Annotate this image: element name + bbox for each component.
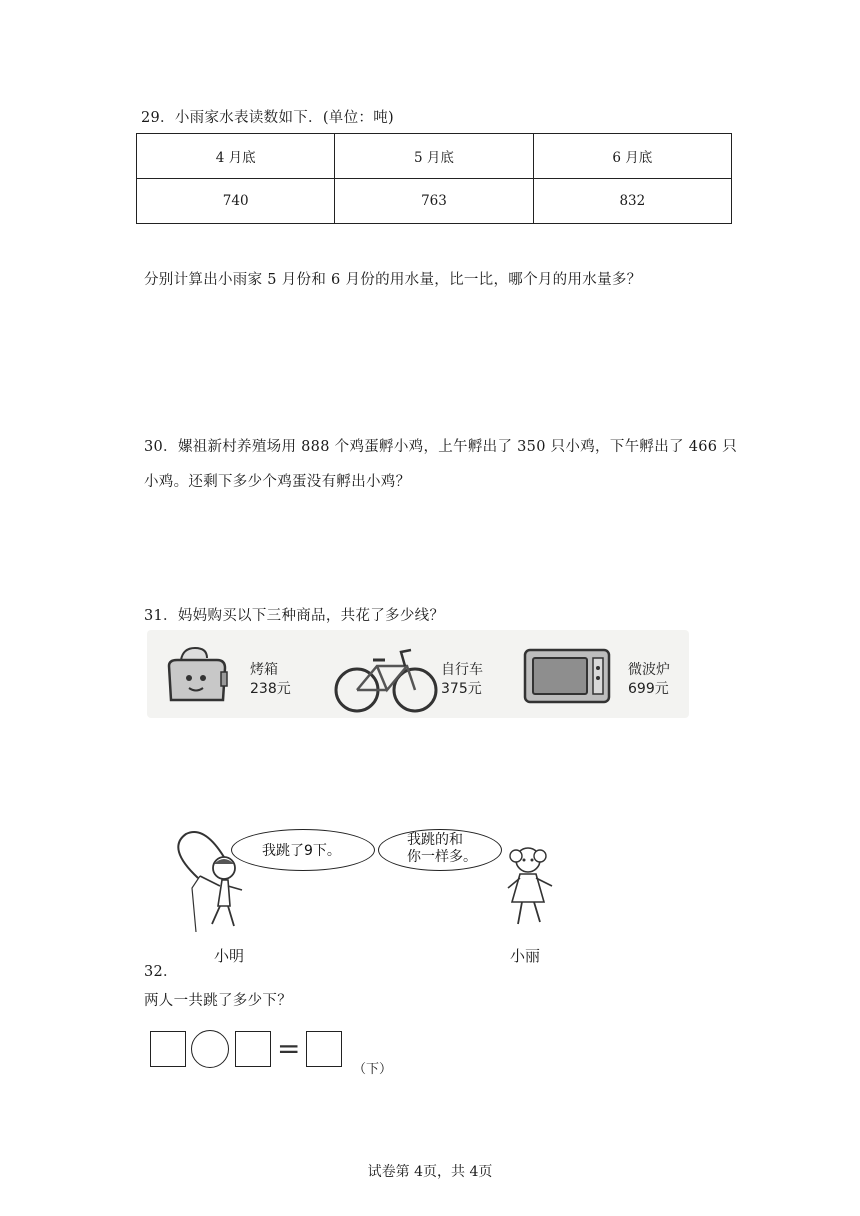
table-cell: 763 (335, 179, 533, 224)
answer-box-1[interactable] (150, 1031, 186, 1067)
boy-name: 小明 (214, 947, 245, 965)
bicycle-name: 自行车 (441, 662, 483, 678)
unit-label: （下） (353, 1062, 393, 1077)
table-row (137, 179, 732, 224)
equals-sign: = (277, 1032, 301, 1065)
table-header-cell: 6 月底 (533, 134, 731, 179)
q29-question: 分别计算出小雨家 5 月份和 6 月份的用水量，比一比，哪个月的用水量多？ (144, 272, 642, 288)
bicycle-price: 375元 (441, 681, 482, 697)
water-meter-table (136, 133, 732, 224)
girl-speech-line: 你一样多。 (407, 849, 477, 865)
bicycle-icon (333, 644, 439, 714)
q30-line1: 30．嫘祖新村养殖场用 888 个鸡蛋孵小鸡，上午孵出了 350 只小鸡，下午孵出了 466 只 (144, 439, 738, 455)
microwave-price: 699元 (628, 681, 669, 697)
table-cell: 740 (137, 179, 335, 224)
answer-box-2[interactable] (235, 1031, 271, 1067)
girl-speech-bubble (378, 829, 502, 871)
operator-circle[interactable] (191, 1030, 229, 1068)
q32-number: 32． (144, 964, 178, 980)
q32-question: 两人一共跳了多少下？ (144, 993, 292, 1009)
q31-prompt: 31．妈妈购买以下三种商品，共花了多少线？ (144, 608, 445, 624)
girl-speech-text (407, 832, 477, 866)
microwave-icon (521, 646, 613, 708)
microwave-name: 微波炉 (628, 662, 670, 678)
toaster-icon (161, 642, 233, 708)
answer-box-result[interactable] (306, 1031, 342, 1067)
table-cell: 832 (533, 179, 731, 224)
q29-prompt: 29．小雨家水表读数如下．(单位：吨) (141, 110, 394, 126)
goods-picture (147, 630, 689, 718)
table-header-row (137, 134, 732, 179)
page-footer: 试卷第 4页，共 4页 (367, 1164, 493, 1180)
toaster-name: 烤箱 (250, 662, 278, 678)
table-header-cell: 5 月底 (335, 134, 533, 179)
toaster-price: 238元 (250, 681, 291, 697)
girl-speech-line: 我跳的和 (407, 832, 463, 848)
girl-name: 小丽 (510, 947, 541, 965)
boy-speech-text: 我跳了9下。 (262, 843, 341, 859)
table-header-cell: 4 月底 (137, 134, 335, 179)
boy-speech-bubble (231, 829, 375, 871)
q30-line2: 小鸡。还剩下多少个鸡蛋没有孵出小鸡？ (144, 474, 411, 490)
girl-illustration (494, 842, 564, 942)
